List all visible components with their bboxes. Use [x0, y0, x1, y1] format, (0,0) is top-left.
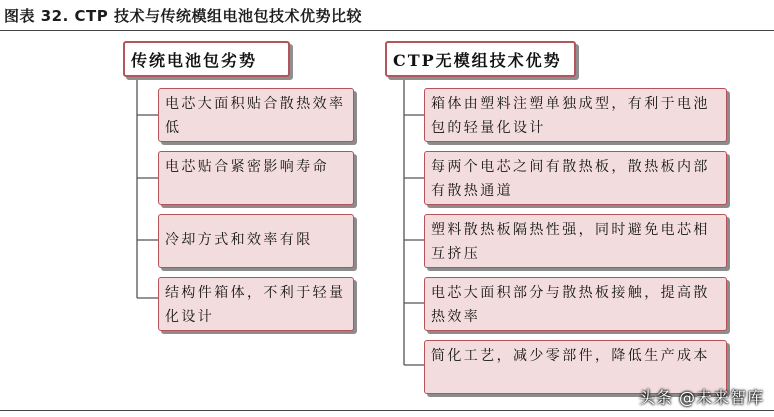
traditional-header-label: 传统电池包劣势: [131, 50, 258, 70]
traditional-item-text: 结构件箱体，不利于轻量化设计: [165, 285, 346, 325]
traditional-header: [123, 41, 290, 77]
ctp-item: [424, 88, 727, 142]
traditional-item: [158, 88, 354, 142]
ctp-header: [385, 41, 576, 77]
ctp-item-text: 塑料散热板隔热性强，同时避免电芯相互挤压: [431, 222, 710, 262]
ctp-item-text: 简化工艺，减少零部件，降低生产成本: [431, 348, 710, 364]
bottom-divider: [0, 410, 774, 411]
ctp-item: [424, 151, 727, 205]
traditional-item: [158, 277, 354, 331]
ctp-header-label: CTP无模组技术优势: [393, 50, 562, 70]
ctp-item-text: 电芯大面积部分与散热板接触，提高散热效率: [431, 285, 710, 325]
title-divider: [0, 30, 774, 31]
traditional-item-text: 电芯大面积贴合散热效率低: [165, 96, 346, 136]
ctp-item: [424, 277, 727, 331]
traditional-item: [158, 214, 354, 268]
ctp-item: [424, 214, 727, 268]
figure-title: 图表 32. CTP 技术与传统模组电池包技术优势比较: [4, 7, 362, 25]
traditional-item: [158, 151, 354, 205]
watermark: 头条 @未来智库: [638, 388, 764, 407]
traditional-item-text: 电芯贴合紧密影响寿命: [165, 159, 329, 175]
traditional-item-text: 冷却方式和效率有限: [165, 232, 313, 248]
ctp-item-text: 每两个电芯之间有散热板，散热板内部有散热通道: [431, 159, 710, 199]
ctp-item-text: 箱体由塑料注塑单独成型，有利于电池包的轻量化设计: [431, 96, 710, 136]
